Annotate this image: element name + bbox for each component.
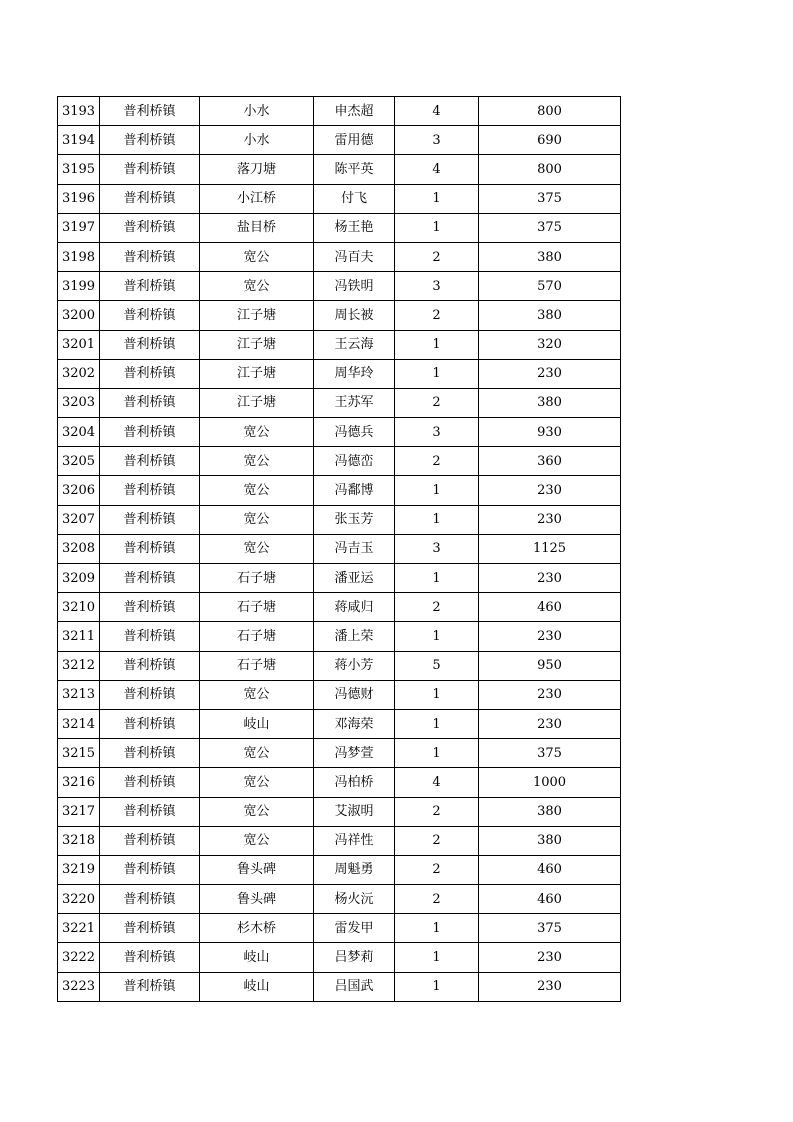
table-row: [58, 272, 621, 301]
row-number-cell: 3216: [58, 768, 100, 797]
row-number-cell: 3215: [58, 739, 100, 768]
row-number-cell: 3214: [58, 709, 100, 738]
village-cell: 小江桥: [200, 184, 314, 213]
amount-cell: 950: [479, 651, 621, 680]
village-cell: 宽公: [200, 476, 314, 505]
name-cell: 王云海: [314, 330, 395, 359]
village-cell: 落刀塘: [200, 155, 314, 184]
row-number-cell: 3217: [58, 797, 100, 826]
town-cell: 普利桥镇: [100, 855, 200, 884]
row-number-cell: 3213: [58, 680, 100, 709]
table-row: [58, 680, 621, 709]
table-row: [58, 622, 621, 651]
town-cell: 普利桥镇: [100, 330, 200, 359]
village-cell: 宽公: [200, 505, 314, 534]
village-cell: 江子塘: [200, 388, 314, 417]
table-row: [58, 97, 621, 126]
town-cell: 普利桥镇: [100, 213, 200, 242]
amount-cell: 320: [479, 330, 621, 359]
household-count-cell: 1: [395, 943, 479, 972]
name-cell: 潘亚运: [314, 564, 395, 593]
town-cell: 普利桥镇: [100, 126, 200, 155]
name-cell: 张玉芳: [314, 505, 395, 534]
table-row: [58, 330, 621, 359]
table-body: [58, 97, 621, 1002]
town-cell: 普利桥镇: [100, 914, 200, 943]
row-number-cell: 3211: [58, 622, 100, 651]
name-cell: 冯鄱博: [314, 476, 395, 505]
household-count-cell: 1: [395, 330, 479, 359]
amount-cell: 230: [479, 680, 621, 709]
village-cell: 宽公: [200, 272, 314, 301]
amount-cell: 230: [479, 972, 621, 1001]
row-number-cell: 3200: [58, 301, 100, 330]
name-cell: 周长被: [314, 301, 395, 330]
town-cell: 普利桥镇: [100, 184, 200, 213]
household-count-cell: 1: [395, 739, 479, 768]
household-count-cell: 1: [395, 505, 479, 534]
table-row: [58, 447, 621, 476]
town-cell: 普利桥镇: [100, 97, 200, 126]
amount-cell: 360: [479, 447, 621, 476]
village-cell: 石子塘: [200, 593, 314, 622]
name-cell: 王苏军: [314, 388, 395, 417]
amount-cell: 230: [479, 943, 621, 972]
row-number-cell: 3195: [58, 155, 100, 184]
name-cell: 潘上荣: [314, 622, 395, 651]
amount-cell: 375: [479, 184, 621, 213]
name-cell: 付飞: [314, 184, 395, 213]
amount-cell: 230: [479, 476, 621, 505]
household-count-cell: 2: [395, 826, 479, 855]
name-cell: 冯吉玉: [314, 534, 395, 563]
amount-cell: 380: [479, 797, 621, 826]
table-row: [58, 914, 621, 943]
table-row: [58, 797, 621, 826]
amount-cell: 380: [479, 242, 621, 271]
village-cell: 小水: [200, 126, 314, 155]
name-cell: 吕国武: [314, 972, 395, 1001]
amount-cell: 690: [479, 126, 621, 155]
data-table: [57, 96, 621, 1002]
row-number-cell: 3199: [58, 272, 100, 301]
household-count-cell: 2: [395, 447, 479, 476]
town-cell: 普利桥镇: [100, 680, 200, 709]
name-cell: 蒋小芳: [314, 651, 395, 680]
name-cell: 冯梦萱: [314, 739, 395, 768]
row-number-cell: 3205: [58, 447, 100, 476]
row-number-cell: 3204: [58, 418, 100, 447]
household-count-cell: 2: [395, 593, 479, 622]
household-count-cell: 1: [395, 709, 479, 738]
table-row: [58, 943, 621, 972]
household-count-cell: 1: [395, 622, 479, 651]
amount-cell: 570: [479, 272, 621, 301]
village-cell: 鲁头碑: [200, 885, 314, 914]
household-count-cell: 5: [395, 651, 479, 680]
village-cell: 宽公: [200, 826, 314, 855]
row-number-cell: 3210: [58, 593, 100, 622]
amount-cell: 1125: [479, 534, 621, 563]
amount-cell: 230: [479, 622, 621, 651]
village-cell: 宽公: [200, 739, 314, 768]
table-row: [58, 855, 621, 884]
row-number-cell: 3194: [58, 126, 100, 155]
amount-cell: 375: [479, 213, 621, 242]
table-row: [58, 972, 621, 1001]
row-number-cell: 3222: [58, 943, 100, 972]
village-cell: 宽公: [200, 797, 314, 826]
village-cell: 岐山: [200, 943, 314, 972]
amount-cell: 230: [479, 709, 621, 738]
village-cell: 鲁头碑: [200, 855, 314, 884]
town-cell: 普利桥镇: [100, 768, 200, 797]
town-cell: 普利桥镇: [100, 505, 200, 534]
village-cell: 小水: [200, 97, 314, 126]
amount-cell: 380: [479, 826, 621, 855]
household-count-cell: 1: [395, 564, 479, 593]
village-cell: 宽公: [200, 447, 314, 476]
row-number-cell: 3198: [58, 242, 100, 271]
name-cell: 冯柏桥: [314, 768, 395, 797]
table-row: [58, 242, 621, 271]
row-number-cell: 3219: [58, 855, 100, 884]
amount-cell: 800: [479, 155, 621, 184]
row-number-cell: 3206: [58, 476, 100, 505]
name-cell: 冯德峦: [314, 447, 395, 476]
household-count-cell: 1: [395, 213, 479, 242]
town-cell: 普利桥镇: [100, 709, 200, 738]
name-cell: 周华玲: [314, 359, 395, 388]
household-count-cell: 1: [395, 972, 479, 1001]
table-row: [58, 418, 621, 447]
town-cell: 普利桥镇: [100, 797, 200, 826]
table-row: [58, 505, 621, 534]
village-cell: 盐目桥: [200, 213, 314, 242]
household-count-cell: 3: [395, 272, 479, 301]
household-count-cell: 3: [395, 126, 479, 155]
town-cell: 普利桥镇: [100, 242, 200, 271]
table-row: [58, 184, 621, 213]
household-count-cell: 2: [395, 301, 479, 330]
town-cell: 普利桥镇: [100, 476, 200, 505]
name-cell: 蒋咸归: [314, 593, 395, 622]
table-row: [58, 388, 621, 417]
row-number-cell: 3203: [58, 388, 100, 417]
table-row: [58, 593, 621, 622]
row-number-cell: 3196: [58, 184, 100, 213]
household-count-cell: 2: [395, 885, 479, 914]
village-cell: 石子塘: [200, 564, 314, 593]
amount-cell: 460: [479, 885, 621, 914]
table-row: [58, 534, 621, 563]
name-cell: 冯铁明: [314, 272, 395, 301]
town-cell: 普利桥镇: [100, 972, 200, 1001]
table-row: [58, 739, 621, 768]
row-number-cell: 3212: [58, 651, 100, 680]
household-count-cell: 1: [395, 680, 479, 709]
village-cell: 岐山: [200, 972, 314, 1001]
village-cell: 宽公: [200, 680, 314, 709]
town-cell: 普利桥镇: [100, 651, 200, 680]
town-cell: 普利桥镇: [100, 272, 200, 301]
name-cell: 冯祥性: [314, 826, 395, 855]
household-count-cell: 1: [395, 359, 479, 388]
name-cell: 艾淑明: [314, 797, 395, 826]
name-cell: 冯德兵: [314, 418, 395, 447]
town-cell: 普利桥镇: [100, 826, 200, 855]
amount-cell: 930: [479, 418, 621, 447]
town-cell: 普利桥镇: [100, 564, 200, 593]
name-cell: 申杰超: [314, 97, 395, 126]
amount-cell: 375: [479, 739, 621, 768]
town-cell: 普利桥镇: [100, 447, 200, 476]
table-row: [58, 213, 621, 242]
household-count-cell: 2: [395, 797, 479, 826]
row-number-cell: 3223: [58, 972, 100, 1001]
table-row: [58, 564, 621, 593]
table-row: [58, 709, 621, 738]
row-number-cell: 3209: [58, 564, 100, 593]
village-cell: 宽公: [200, 768, 314, 797]
village-cell: 江子塘: [200, 301, 314, 330]
village-cell: 江子塘: [200, 359, 314, 388]
town-cell: 普利桥镇: [100, 418, 200, 447]
amount-cell: 380: [479, 388, 621, 417]
name-cell: 雷用德: [314, 126, 395, 155]
name-cell: 雷发甲: [314, 914, 395, 943]
name-cell: 陈平英: [314, 155, 395, 184]
household-count-cell: 4: [395, 97, 479, 126]
village-cell: 岐山: [200, 709, 314, 738]
town-cell: 普利桥镇: [100, 388, 200, 417]
household-count-cell: 3: [395, 418, 479, 447]
village-cell: 宽公: [200, 534, 314, 563]
row-number-cell: 3221: [58, 914, 100, 943]
town-cell: 普利桥镇: [100, 622, 200, 651]
household-count-cell: 2: [395, 855, 479, 884]
amount-cell: 380: [479, 301, 621, 330]
name-cell: 冯百夫: [314, 242, 395, 271]
table-row: [58, 359, 621, 388]
village-cell: 杉木桥: [200, 914, 314, 943]
town-cell: 普利桥镇: [100, 301, 200, 330]
name-cell: 吕梦莉: [314, 943, 395, 972]
table-row: [58, 651, 621, 680]
household-count-cell: 1: [395, 184, 479, 213]
amount-cell: 230: [479, 564, 621, 593]
row-number-cell: 3207: [58, 505, 100, 534]
amount-cell: 230: [479, 359, 621, 388]
household-count-cell: 2: [395, 242, 479, 271]
town-cell: 普利桥镇: [100, 943, 200, 972]
row-number-cell: 3202: [58, 359, 100, 388]
table-row: [58, 476, 621, 505]
town-cell: 普利桥镇: [100, 534, 200, 563]
town-cell: 普利桥镇: [100, 885, 200, 914]
household-count-cell: 1: [395, 476, 479, 505]
village-cell: 江子塘: [200, 330, 314, 359]
town-cell: 普利桥镇: [100, 739, 200, 768]
amount-cell: 375: [479, 914, 621, 943]
village-cell: 石子塘: [200, 622, 314, 651]
row-number-cell: 3193: [58, 97, 100, 126]
amount-cell: 230: [479, 505, 621, 534]
household-count-cell: 2: [395, 388, 479, 417]
name-cell: 杨王艳: [314, 213, 395, 242]
row-number-cell: 3197: [58, 213, 100, 242]
table-row: [58, 126, 621, 155]
household-count-cell: 4: [395, 768, 479, 797]
village-cell: 石子塘: [200, 651, 314, 680]
table-row: [58, 826, 621, 855]
amount-cell: 1000: [479, 768, 621, 797]
row-number-cell: 3220: [58, 885, 100, 914]
table-row: [58, 155, 621, 184]
town-cell: 普利桥镇: [100, 155, 200, 184]
household-count-cell: 3: [395, 534, 479, 563]
table-row: [58, 301, 621, 330]
village-cell: 宽公: [200, 242, 314, 271]
row-number-cell: 3208: [58, 534, 100, 563]
name-cell: 周魁勇: [314, 855, 395, 884]
household-count-cell: 1: [395, 914, 479, 943]
row-number-cell: 3201: [58, 330, 100, 359]
name-cell: 邓海荣: [314, 709, 395, 738]
row-number-cell: 3218: [58, 826, 100, 855]
table-row: [58, 885, 621, 914]
household-count-cell: 4: [395, 155, 479, 184]
village-cell: 宽公: [200, 418, 314, 447]
name-cell: 冯德财: [314, 680, 395, 709]
amount-cell: 800: [479, 97, 621, 126]
town-cell: 普利桥镇: [100, 593, 200, 622]
town-cell: 普利桥镇: [100, 359, 200, 388]
name-cell: 杨火沅: [314, 885, 395, 914]
amount-cell: 460: [479, 855, 621, 884]
table-row: [58, 768, 621, 797]
amount-cell: 460: [479, 593, 621, 622]
